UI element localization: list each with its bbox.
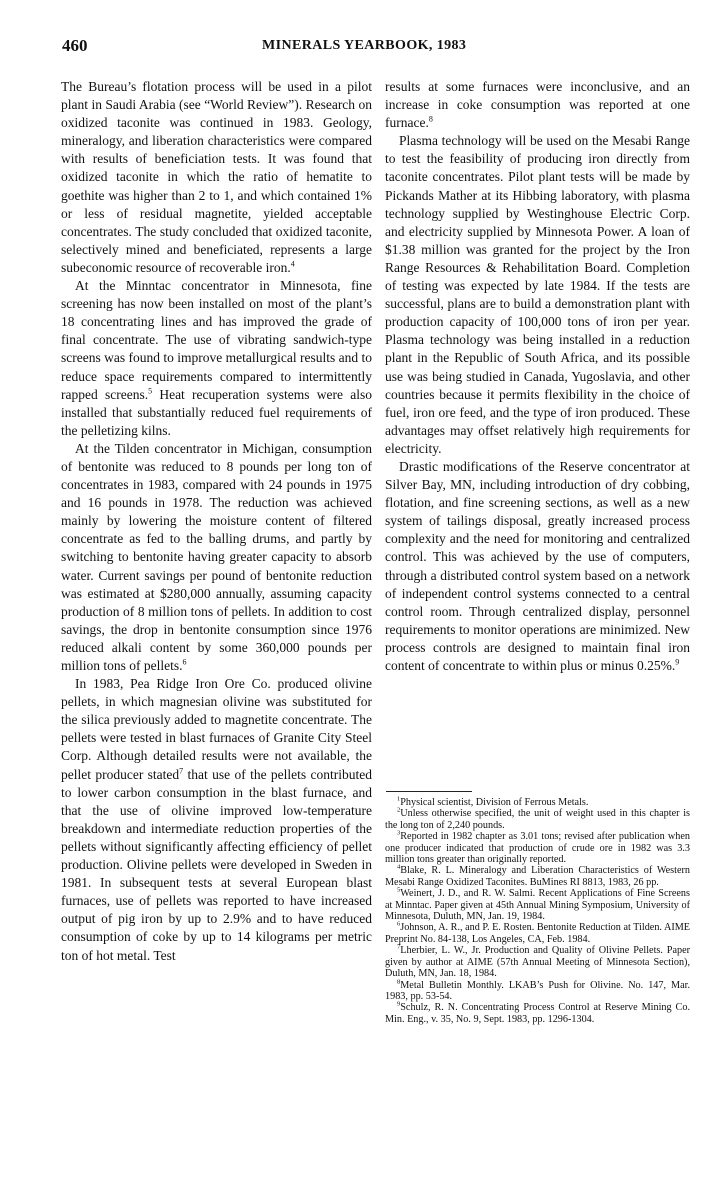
footnote: $^7$Lherbier, L. W., Jr. Production and Quality of Olivine Pellets. Paper given by author at AIME (57th Annual Meeting of Minnesota Section), Duluth, MN, Jan. 18, 1984.	[385, 943, 690, 980]
footnote: $^6$Johnson, A. R., and P. E. Rosten. Bentonite Reduction at Tilden. AIME Preprint No. 84-138, Los Angeles, CA, Feb. 1984.	[385, 921, 690, 945]
paragraph: At the Minntac concentrator in Minnesota, fine screening has now been installed on most of the plant’s 18 concentrating lines and has improved the grade of final concentrate. The use of vibrating sandwich-type screens was found to improve metallurgical results and to reduce space requirements compared to intermittently rapped screens.$^5$ Heat recuperation systems were also installed that substantially reduced fuel requirements of the pelletizing kilns.	[61, 278, 372, 438]
paragraph: results at some furnaces were inconclusive, and an increase in coke consumption was reported at one furnace.$^8$	[385, 79, 690, 131]
paragraph: In 1983, Pea Ridge Iron Ore Co. produced olivine pellets, in which magnesian olivine was substituted for the silica previously added to magnetite concentrate. The pellets were tested in blast furnaces of Granite City Steel Corp. Although detailed results were not available, the pellet producer stated$^7$ that use of the pellets contributed to lower carbon consumption in the blast furnace, and that the use of olivine improved low-temperature breakdown and intermediate reduction properties of the pellets without significantly affecting efficiency of pellet production. Olivine pellets were developed in Sweden in 1981. In subsequent tests at several European blast furnaces, use of pellets was reported to have increased output of pig iron by up to 2.9% and to have reduced consumption of coke by up to 14 kilograms per metric ton of hot metal. Test	[61, 676, 373, 963]
footnote-divider	[386, 791, 472, 792]
paragraph: The Bureau’s flotation process will be used in a pilot plant in Saudi Arabia (see “World Review”). Research on oxidized taconite was continued in 1983. Geology, mineralogy, and liberation characteristics were compared with results of beneficiation tests. It was found that oxidized taconite in which the ratio of hematite to goethite was higher than 2 to 1, and which contained 1% or less of residual magnetite, yielded acceptable concentrates. The study concluded that oxidized taconite, selectively mined and beneficiated, represents a large subeconomic resource of recoverable iron.$^4$	[61, 79, 372, 275]
footnotes	[385, 797, 690, 1025]
footnote: $^2$Unless otherwise specified, the unit of weight used in this chapter is the long ton of 2,240 pounds.	[385, 807, 690, 831]
footnote: $^5$Weinert, J. D., and R. W. Salmi. Recent Applications of Fine Screens at Minntac. Paper given at 45th Annual Mining Symposium, University of Minnesota, Duluth, MN, Jan. 19, 1984.	[385, 886, 690, 923]
page-header	[62, 36, 690, 58]
page-number: 460	[62, 36, 88, 55]
running-title: MINERALS YEARBOOK, 1983	[262, 38, 467, 53]
footnote: $^8$Metal Bulletin Monthly. LKAB’s Push for Olivine. No. 147, Mar. 1983, pp. 53-54.	[385, 978, 690, 1002]
footnote: $^1$Physical scientist, Division of Ferrous Metals.	[397, 795, 589, 808]
paragraph: Drastic modifications of the Reserve concentrator at Silver Bay, MN, including introduction of dry cobbing, flotation, and fine screening sections, as well as a new system of tailings disposal, greatly increased process complexity and the need for monitoring and centralized control. This was achieved by the use of computers, through a distributed control system based on a network of independent control systems connected to a central control room. Through centralized display, personnel requirements to monitor operations are minimized. New process controls are designed to maintain final iron content of concentrate to within plus or minus 0.25%.$^9$	[385, 458, 690, 673]
right-column	[385, 78, 690, 675]
left-column	[61, 78, 372, 965]
footnote: $^4$Blake, R. L. Mineralogy and Liberation Characteristics of Western Mesabi Range Oxidized Taconites. BuMines RI 8813, 1983, 26 pp.	[385, 864, 690, 888]
paragraph: Plasma technology will be used on the Mesabi Range to test the feasibility of producing iron directly from taconite concentrates. Pilot plant tests will be made by Pickands Mather at its Hibbing laboratory, with plasma technology supplied by Westinghouse Electric Corp. and electricity supplied by Minnesota Power. A loan of $1.38 million was granted for the project by the Iron Range Resources & Rehabilitation Board. Completion of testing was expected by late 1984. If the tests are successful, plans are to build a demonstration plant with production capacity of 100,000 tons of iron per year. Plasma technology was being installed in a reduction plant in the Republic of South Africa, and its possible use was being studied in Canada, Yugoslavia, and other countries because it permits flexibility in the choice of fuel, iron ore feed, and the type of iron produced. These advantages may offset relatively high requirements for electricity.	[385, 133, 690, 456]
paragraph: At the Tilden concentrator in Michigan, consumption of bentonite was reduced to 8 pounds per long ton of concentrates in 1983, compared with 24 pounds in 1975 and 16 pounds in 1978. The reduction was achieved mainly by lowering the moisture content of filtered concentrate as fed to the balling drums, and partly by switching to bentonite having greater capacity to absorb water. Current savings per pound of bentonite reduction was estimated at $280,000 annually, assuming capacity production of 8 million tons of pellets. In addition to cost savings, the drop in bentonite consumption since 1976 reduced alkali content by some 360,000 pounds per million tons of pellets.$^6$	[61, 440, 372, 673]
footnote: $^3$Reported in 1982 chapter as 3.01 tons; revised after publication when one producer indicated that production of crude ore in 1982 was 3.3 million tons greater than originally reported.	[385, 829, 690, 866]
footnote: $^9$Schulz, R. N. Concentrating Process Control at Reserve Mining Co. Min. Eng., v. 35, No. 9, Sept. 1983, pp. 1296-1304.	[385, 1000, 690, 1025]
